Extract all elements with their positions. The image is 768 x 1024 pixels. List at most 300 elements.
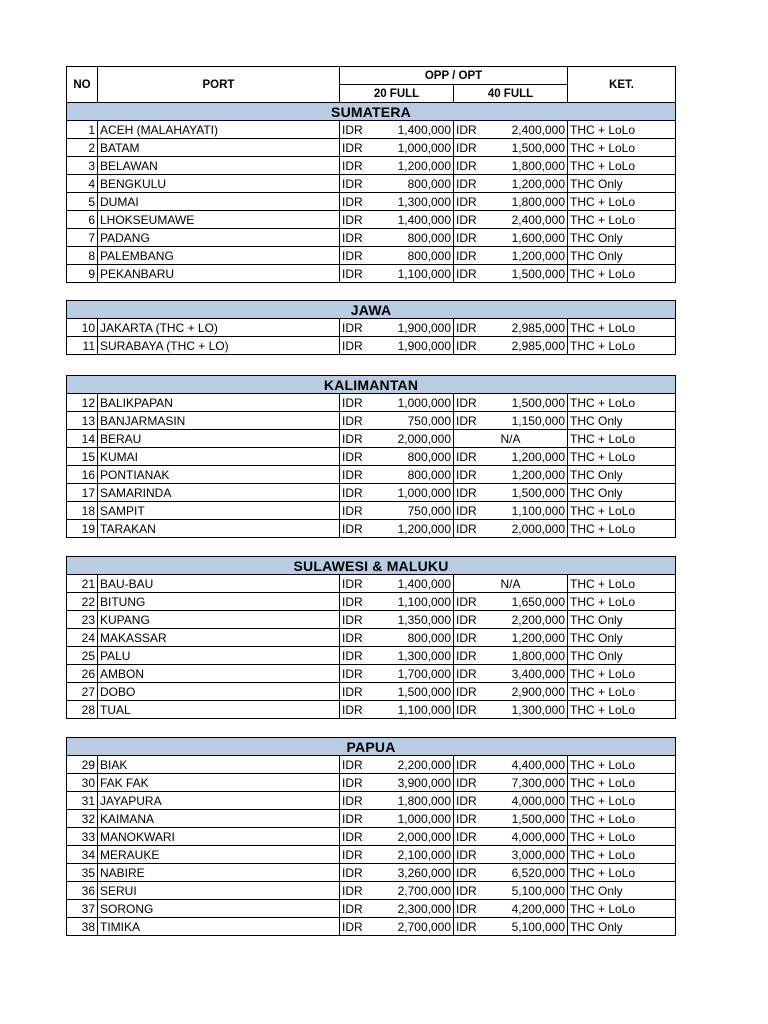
remark: THC Only <box>568 647 676 665</box>
table-row <box>67 918 676 936</box>
table-row <box>67 629 676 647</box>
row-number: 37 <box>67 900 98 918</box>
table-row <box>67 810 676 828</box>
port-name: NABIRE <box>98 864 340 882</box>
price-40-full: 1,300,000 <box>496 701 568 719</box>
price-20-full: 1,200,000 <box>382 520 454 538</box>
price-40-full: 5,100,000 <box>496 882 568 900</box>
remark: THC + LoLo <box>568 211 676 229</box>
currency-40-full: IDR <box>454 520 496 538</box>
remark: THC Only <box>568 611 676 629</box>
port-name: BATAM <box>98 139 340 157</box>
price-40-full: 2,000,000 <box>496 520 568 538</box>
table-row <box>67 864 676 882</box>
column-header-row <box>67 67 676 85</box>
currency-20-full: IDR <box>340 810 382 828</box>
currency-20-full: IDR <box>340 575 382 593</box>
currency-40-full: IDR <box>454 665 496 683</box>
currency-20-full: IDR <box>340 918 382 936</box>
remark: THC Only <box>568 412 676 430</box>
price-40-full: 1,800,000 <box>496 157 568 175</box>
currency-20-full: IDR <box>340 211 382 229</box>
port-name: BERAU <box>98 430 340 448</box>
remark: THC Only <box>568 229 676 247</box>
col-header-ket: KET. <box>568 67 676 103</box>
port-name: MAKASSAR <box>98 629 340 647</box>
currency-20-full: IDR <box>340 864 382 882</box>
table-row <box>67 394 676 412</box>
price-40-full: 2,400,000 <box>496 211 568 229</box>
currency-20-full: IDR <box>340 828 382 846</box>
port-name: BANJARMASIN <box>98 412 340 430</box>
row-number: 3 <box>67 157 98 175</box>
table-row <box>67 882 676 900</box>
col-header-40-full: 40 FULL <box>454 85 568 103</box>
row-number: 33 <box>67 828 98 846</box>
remark: THC + LoLo <box>568 337 676 355</box>
col-header-opp-opt: OPP / OPT <box>340 67 568 85</box>
currency-40-full: IDR <box>454 647 496 665</box>
currency-20-full: IDR <box>340 882 382 900</box>
price-20-full: 1,400,000 <box>382 211 454 229</box>
price-20-full: 1,800,000 <box>382 792 454 810</box>
currency-20-full: IDR <box>340 701 382 719</box>
price-40-full: 2,400,000 <box>496 121 568 139</box>
currency-40-full: IDR <box>454 864 496 882</box>
port-name: SERUI <box>98 882 340 900</box>
currency-20-full: IDR <box>340 629 382 647</box>
price-20-full: 1,000,000 <box>382 139 454 157</box>
col-header-port: PORT <box>98 67 340 103</box>
row-number: 7 <box>67 229 98 247</box>
currency-20-full: IDR <box>340 139 382 157</box>
price-20-full: 1,400,000 <box>382 121 454 139</box>
tariff-table-papua <box>66 737 676 936</box>
currency-20-full: IDR <box>340 683 382 701</box>
price-40-full: 2,900,000 <box>496 683 568 701</box>
row-number: 14 <box>67 430 98 448</box>
price-20-full: 750,000 <box>382 502 454 520</box>
row-number: 15 <box>67 448 98 466</box>
table-row <box>67 193 676 211</box>
price-40-full: 1,500,000 <box>496 265 568 283</box>
price-20-full: 1,100,000 <box>382 265 454 283</box>
table-row <box>67 683 676 701</box>
price-40-full: 1,500,000 <box>496 394 568 412</box>
remark: THC Only <box>568 247 676 265</box>
currency-40-full: IDR <box>454 484 496 502</box>
price-40-full: 1,800,000 <box>496 193 568 211</box>
col-header-20-full: 20 FULL <box>340 85 454 103</box>
table-row <box>67 265 676 283</box>
currency-40-full: IDR <box>454 502 496 520</box>
region-header-row <box>67 557 676 575</box>
price-20-full: 1,500,000 <box>382 683 454 701</box>
remark: THC Only <box>568 882 676 900</box>
currency-20-full: IDR <box>340 900 382 918</box>
price-20-full: 2,700,000 <box>382 918 454 936</box>
port-name: KAIMANA <box>98 810 340 828</box>
port-name: BENGKULU <box>98 175 340 193</box>
price-20-full: 1,350,000 <box>382 611 454 629</box>
table-row <box>67 774 676 792</box>
table-row <box>67 502 676 520</box>
currency-20-full: IDR <box>340 229 382 247</box>
table-row <box>67 647 676 665</box>
currency-20-full: IDR <box>340 611 382 629</box>
price-40-full: 1,200,000 <box>496 175 568 193</box>
region-header-row <box>67 738 676 756</box>
price-40-full: 3,400,000 <box>496 665 568 683</box>
remark: THC + LoLo <box>568 265 676 283</box>
tariff-table-jawa <box>66 300 676 355</box>
currency-40-full: IDR <box>454 319 496 337</box>
price-20-full: 1,900,000 <box>382 319 454 337</box>
region-title: SULAWESI & MALUKU <box>67 557 676 575</box>
port-name: JAKARTA (THC + LO) <box>98 319 340 337</box>
port-name: AMBON <box>98 665 340 683</box>
currency-40-full: IDR <box>454 229 496 247</box>
col-header-no: NO <box>67 67 98 103</box>
price-20-full: 2,200,000 <box>382 756 454 774</box>
remark: THC + LoLo <box>568 575 676 593</box>
table-row <box>67 337 676 355</box>
price-20-full: 2,100,000 <box>382 846 454 864</box>
price-40-full: 4,200,000 <box>496 900 568 918</box>
row-number: 1 <box>67 121 98 139</box>
table-row <box>67 121 676 139</box>
price-20-full: 2,700,000 <box>382 882 454 900</box>
remark: THC + LoLo <box>568 810 676 828</box>
remark: THC + LoLo <box>568 394 676 412</box>
port-name: SAMPIT <box>98 502 340 520</box>
remark: THC + LoLo <box>568 319 676 337</box>
price-20-full: 1,400,000 <box>382 575 454 593</box>
price-40-full: 2,985,000 <box>496 319 568 337</box>
port-name: BIAK <box>98 756 340 774</box>
row-number: 25 <box>67 647 98 665</box>
tariff-table-sulawesi-maluku <box>66 556 676 719</box>
currency-40-full: IDR <box>454 810 496 828</box>
remark: THC + LoLo <box>568 774 676 792</box>
port-name: PALU <box>98 647 340 665</box>
currency-20-full: IDR <box>340 265 382 283</box>
remark: THC Only <box>568 466 676 484</box>
table-row <box>67 665 676 683</box>
currency-40-full: IDR <box>454 792 496 810</box>
price-40-full: 7,300,000 <box>496 774 568 792</box>
currency-40-full: IDR <box>454 175 496 193</box>
port-name: PADANG <box>98 229 340 247</box>
row-number: 4 <box>67 175 98 193</box>
currency-40-full: IDR <box>454 629 496 647</box>
port-name: PONTIANAK <box>98 466 340 484</box>
table-row <box>67 900 676 918</box>
region-header-row <box>67 376 676 394</box>
remark: THC + LoLo <box>568 756 676 774</box>
port-name: SAMARINDA <box>98 484 340 502</box>
price-20-full: 800,000 <box>382 629 454 647</box>
region-title: SUMATERA <box>67 103 676 121</box>
price-20-full: 1,100,000 <box>382 701 454 719</box>
port-name: LHOKSEUMAWE <box>98 211 340 229</box>
port-name: BAU-BAU <box>98 575 340 593</box>
row-number: 16 <box>67 466 98 484</box>
table-row <box>67 484 676 502</box>
port-name: SURABAYA (THC + LO) <box>98 337 340 355</box>
table-row <box>67 846 676 864</box>
remark: THC + LoLo <box>568 683 676 701</box>
row-number: 18 <box>67 502 98 520</box>
table-row <box>67 430 676 448</box>
table-row <box>67 792 676 810</box>
price-40-full: 4,000,000 <box>496 828 568 846</box>
row-number: 22 <box>67 593 98 611</box>
price-40-full: 1,200,000 <box>496 247 568 265</box>
price-20-full: 1,100,000 <box>382 593 454 611</box>
row-number: 34 <box>67 846 98 864</box>
region-header-row <box>67 103 676 121</box>
port-name: SORONG <box>98 900 340 918</box>
currency-20-full: IDR <box>340 394 382 412</box>
price-40-full: 1,200,000 <box>496 629 568 647</box>
row-number: 8 <box>67 247 98 265</box>
price-40-full: 5,100,000 <box>496 918 568 936</box>
remark: THC + LoLo <box>568 520 676 538</box>
price-20-full: 1,000,000 <box>382 810 454 828</box>
currency-20-full: IDR <box>340 337 382 355</box>
price-20-full: 800,000 <box>382 466 454 484</box>
port-name: DUMAI <box>98 193 340 211</box>
region-title: JAWA <box>67 301 676 319</box>
price-40-full: 1,150,000 <box>496 412 568 430</box>
currency-20-full: IDR <box>340 484 382 502</box>
currency-20-full: IDR <box>340 412 382 430</box>
row-number: 17 <box>67 484 98 502</box>
currency-40-full: IDR <box>454 593 496 611</box>
price-20-full: 1,300,000 <box>382 193 454 211</box>
row-number: 26 <box>67 665 98 683</box>
currency-40-full: IDR <box>454 846 496 864</box>
row-number: 29 <box>67 756 98 774</box>
currency-20-full: IDR <box>340 448 382 466</box>
currency-40-full: IDR <box>454 247 496 265</box>
price-20-full: 800,000 <box>382 175 454 193</box>
port-name: PEKANBARU <box>98 265 340 283</box>
remark: THC + LoLo <box>568 846 676 864</box>
row-number: 28 <box>67 701 98 719</box>
table-row <box>67 593 676 611</box>
price-40-full-na: N/A <box>454 430 568 448</box>
currency-40-full: IDR <box>454 157 496 175</box>
price-40-full: 1,500,000 <box>496 139 568 157</box>
price-20-full: 1,000,000 <box>382 394 454 412</box>
price-20-full: 800,000 <box>382 448 454 466</box>
port-name: PALEMBANG <box>98 247 340 265</box>
price-40-full: 2,200,000 <box>496 611 568 629</box>
price-20-full: 1,000,000 <box>382 484 454 502</box>
port-name: KUPANG <box>98 611 340 629</box>
row-number: 31 <box>67 792 98 810</box>
port-name: BALIKPAPAN <box>98 394 340 412</box>
row-number: 30 <box>67 774 98 792</box>
currency-20-full: IDR <box>340 665 382 683</box>
row-number: 19 <box>67 520 98 538</box>
port-name: MERAUKE <box>98 846 340 864</box>
remark: THC + LoLo <box>568 701 676 719</box>
port-name: JAYAPURA <box>98 792 340 810</box>
row-number: 35 <box>67 864 98 882</box>
port-name: TUAL <box>98 701 340 719</box>
price-40-full: 1,500,000 <box>496 810 568 828</box>
price-20-full: 2,000,000 <box>382 828 454 846</box>
row-number: 11 <box>67 337 98 355</box>
remark: THC + LoLo <box>568 792 676 810</box>
price-40-full: 1,200,000 <box>496 466 568 484</box>
row-number: 38 <box>67 918 98 936</box>
port-name: KUMAI <box>98 448 340 466</box>
table-row <box>67 466 676 484</box>
row-number: 12 <box>67 394 98 412</box>
table-row <box>67 211 676 229</box>
tariff-table-sumatera <box>66 66 676 283</box>
price-20-full: 2,000,000 <box>382 430 454 448</box>
price-20-full: 1,300,000 <box>382 647 454 665</box>
currency-40-full: IDR <box>454 756 496 774</box>
price-40-full: 1,500,000 <box>496 484 568 502</box>
row-number: 9 <box>67 265 98 283</box>
row-number: 13 <box>67 412 98 430</box>
currency-20-full: IDR <box>340 774 382 792</box>
table-row <box>67 412 676 430</box>
price-20-full: 750,000 <box>382 412 454 430</box>
remark: THC + LoLo <box>568 448 676 466</box>
price-20-full: 800,000 <box>382 247 454 265</box>
currency-40-full: IDR <box>454 265 496 283</box>
port-name: TIMIKA <box>98 918 340 936</box>
currency-20-full: IDR <box>340 756 382 774</box>
price-40-full: 4,400,000 <box>496 756 568 774</box>
currency-40-full: IDR <box>454 774 496 792</box>
remark: THC + LoLo <box>568 121 676 139</box>
table-row <box>67 247 676 265</box>
remark: THC + LoLo <box>568 864 676 882</box>
row-number: 32 <box>67 810 98 828</box>
currency-20-full: IDR <box>340 647 382 665</box>
row-number: 2 <box>67 139 98 157</box>
price-40-full: 1,600,000 <box>496 229 568 247</box>
currency-40-full: IDR <box>454 211 496 229</box>
row-number: 21 <box>67 575 98 593</box>
table-row <box>67 575 676 593</box>
remark: THC + LoLo <box>568 430 676 448</box>
currency-20-full: IDR <box>340 430 382 448</box>
price-20-full: 1,200,000 <box>382 157 454 175</box>
price-40-full: 1,650,000 <box>496 593 568 611</box>
currency-40-full: IDR <box>454 139 496 157</box>
table-row <box>67 157 676 175</box>
currency-20-full: IDR <box>340 193 382 211</box>
row-number: 27 <box>67 683 98 701</box>
remark: THC + LoLo <box>568 665 676 683</box>
currency-20-full: IDR <box>340 121 382 139</box>
price-40-full: 6,520,000 <box>496 864 568 882</box>
currency-40-full: IDR <box>454 828 496 846</box>
currency-40-full: IDR <box>454 701 496 719</box>
currency-20-full: IDR <box>340 157 382 175</box>
remark: THC + LoLo <box>568 157 676 175</box>
remark: THC + LoLo <box>568 193 676 211</box>
table-row <box>67 319 676 337</box>
region-header-row <box>67 301 676 319</box>
currency-20-full: IDR <box>340 247 382 265</box>
price-40-full: 2,985,000 <box>496 337 568 355</box>
currency-20-full: IDR <box>340 466 382 484</box>
table-row <box>67 520 676 538</box>
table-row <box>67 448 676 466</box>
table-row <box>67 139 676 157</box>
currency-20-full: IDR <box>340 792 382 810</box>
price-40-full: 3,000,000 <box>496 846 568 864</box>
port-name: BITUNG <box>98 593 340 611</box>
currency-40-full: IDR <box>454 394 496 412</box>
remark: THC Only <box>568 629 676 647</box>
currency-40-full: IDR <box>454 683 496 701</box>
table-row <box>67 828 676 846</box>
remark: THC + LoLo <box>568 502 676 520</box>
currency-40-full: IDR <box>454 466 496 484</box>
price-20-full: 1,700,000 <box>382 665 454 683</box>
region-title: KALIMANTAN <box>67 376 676 394</box>
port-name: ACEH (MALAHAYATI) <box>98 121 340 139</box>
port-name: TARAKAN <box>98 520 340 538</box>
remark: THC + LoLo <box>568 139 676 157</box>
price-40-full: 4,000,000 <box>496 792 568 810</box>
price-20-full: 2,300,000 <box>382 900 454 918</box>
remark: THC Only <box>568 484 676 502</box>
row-number: 24 <box>67 629 98 647</box>
currency-40-full: IDR <box>454 193 496 211</box>
row-number: 5 <box>67 193 98 211</box>
currency-40-full: IDR <box>454 611 496 629</box>
currency-40-full: IDR <box>454 918 496 936</box>
currency-20-full: IDR <box>340 502 382 520</box>
price-20-full: 3,900,000 <box>382 774 454 792</box>
price-20-full: 1,900,000 <box>382 337 454 355</box>
currency-20-full: IDR <box>340 175 382 193</box>
currency-40-full: IDR <box>454 121 496 139</box>
price-40-full: 1,100,000 <box>496 502 568 520</box>
port-name: DOBO <box>98 683 340 701</box>
remark: THC + LoLo <box>568 828 676 846</box>
region-title: PAPUA <box>67 738 676 756</box>
row-number: 36 <box>67 882 98 900</box>
tariff-table-kalimantan <box>66 375 676 538</box>
remark: THC Only <box>568 918 676 936</box>
table-row <box>67 229 676 247</box>
currency-40-full: IDR <box>454 900 496 918</box>
table-row <box>67 701 676 719</box>
port-name: MANOKWARI <box>98 828 340 846</box>
currency-20-full: IDR <box>340 846 382 864</box>
currency-20-full: IDR <box>340 520 382 538</box>
currency-20-full: IDR <box>340 593 382 611</box>
port-name: FAK FAK <box>98 774 340 792</box>
price-20-full: 3,260,000 <box>382 864 454 882</box>
row-number: 6 <box>67 211 98 229</box>
remark: THC + LoLo <box>568 593 676 611</box>
remark: THC + LoLo <box>568 900 676 918</box>
